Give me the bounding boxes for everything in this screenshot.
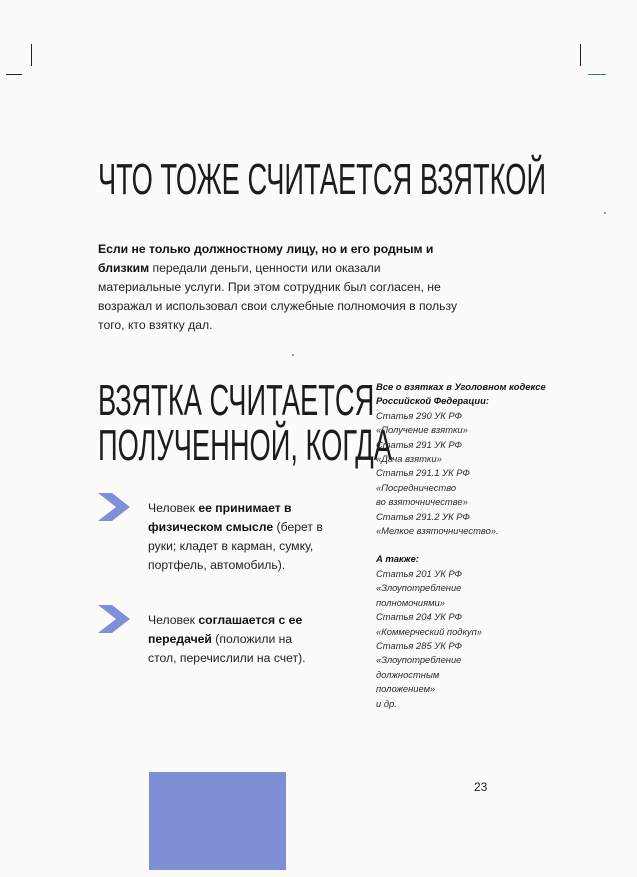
bullet-item [148,611,323,668]
intro-text: передали деньги, ценности или оказали материальные услуги. При этом сотрудник был согласен, не возражал и использовал свои служебные полномочия в пользу того, кто взятку дал. [98,261,458,332]
sidebar-line: положением» [376,683,436,695]
page-number: 23 [474,780,488,794]
crop-mark [31,44,32,66]
sidebar-line: «Получение взятки» [376,424,468,436]
intro-paragraph [98,240,458,335]
speck [292,354,294,356]
crop-mark [580,44,581,66]
bullet-rest: (положили на стол, перечислили на счет). [148,632,306,665]
sidebar-line: Статья 201 УК РФ [376,567,463,579]
sidebar-line: полномочиями» [376,596,445,608]
sidebar-line: «Посредничество [376,481,457,493]
section-heading: ЧТО ТОЖЕ СЧИТАЕТСЯ ВЗЯТКОЙ [98,155,547,204]
bullet-item [148,499,323,575]
sidebar-line: должностным [376,668,440,680]
sidebar-line: Статья 291.1 УК РФ [376,467,470,479]
sidebar-line: Статья 291 УК РФ [376,438,463,450]
sidebar-line: «Дача взятки» [376,453,442,465]
subsection-heading [98,378,392,468]
crop-mark [588,74,606,75]
heading-line: ПОЛУЧЕННОЙ, КОГДА [98,421,392,470]
sidebar-line: «Мелкое взяточничество». [376,525,499,537]
sidebar-legal-references [376,380,546,711]
sidebar-line: и др. [376,697,397,709]
bullet-pre: Человек [148,501,199,515]
bullet-bold: ее принимает в физическом смысле [148,501,292,534]
bullet-rest: (берет в руки; кладет в карман, сумку, портфель, автомобиль). [148,520,323,572]
bullet-bold: соглашается с ее передачей [148,613,303,646]
sidebar-line: во взяточничестве» [376,496,468,508]
sidebar-line: Статья 285 УК РФ [376,639,463,651]
sidebar-list [376,409,546,539]
chevron-right-icon [96,601,132,637]
sidebar-list [376,567,546,711]
sidebar-heading: Все о взятках в Уголовном кодексе Российской Федерации: [376,381,546,407]
sidebar-line: «Злоупотребление [376,582,462,594]
sidebar-line: Статья 290 УК РФ [376,409,463,421]
crop-mark [6,74,22,75]
sidebar-line: Статья 291.2 УК РФ [376,510,470,522]
sidebar-line: Статья 204 УК РФ [376,611,463,623]
sidebar-line: «Коммерческий подкуп» [376,625,482,637]
intro-bold: Если не только должностному лицу, но и его родным и близким [98,242,434,275]
bullet-pre: Человек [148,613,199,627]
chevron-right-icon [96,489,132,525]
decorative-block [149,772,286,870]
speck [604,212,606,214]
sidebar-line: «Злоупотребление [376,654,462,666]
heading-line: ВЗЯТКА СЧИТАЕТСЯ [98,376,375,425]
sidebar-also-heading: А также: [376,553,419,565]
